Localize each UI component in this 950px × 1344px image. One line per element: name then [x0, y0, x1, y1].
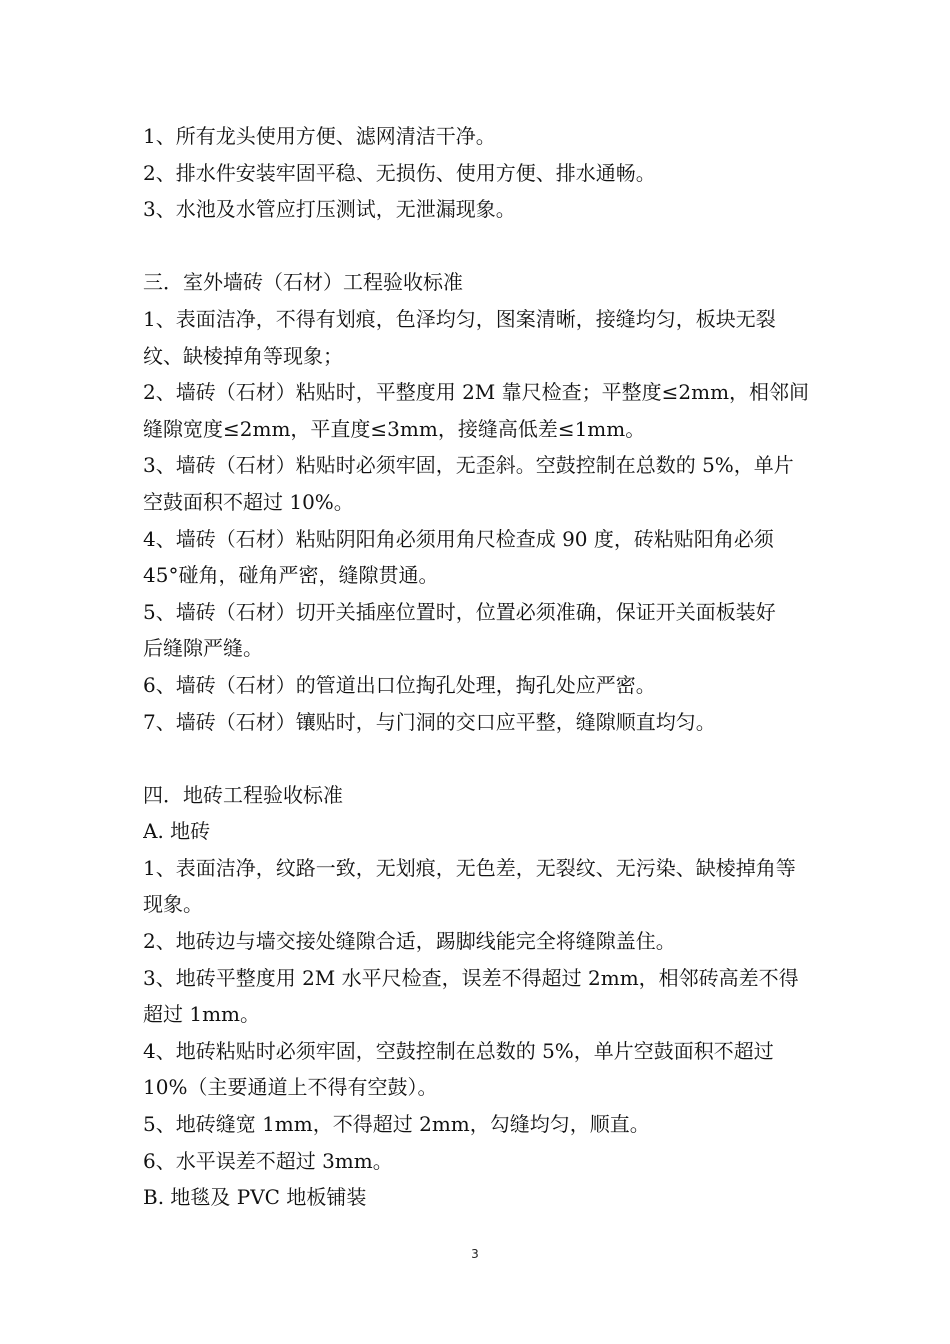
paragraph-line: 2、地砖边与墙交接处缝隙合适，踢脚线能完全将缝隙盖住。 [143, 929, 676, 954]
list-item: 3、水池及水管应打压测试，无泄漏现象。 [143, 197, 516, 222]
subsection-heading: A. 地砖 [143, 819, 211, 844]
list-item: 1、所有龙头使用方便、滤网清洁干净。 [143, 124, 496, 148]
paragraph-line: 5、墙砖（石材）切开关插座位置时，位置必须准确，保证开关面板装好 [143, 599, 776, 624]
paragraph-line: 4、墙砖（石材）粘贴阴阳角必须用角尺检查成 90 度，砖粘贴阳角必须 [143, 526, 774, 551]
paragraph-line: 6、水平误差不超过 3mm。 [143, 1148, 393, 1173]
paragraph-line: 1、表面洁净，纹路一致，无划痕，无色差，无裂纹、无污染、缺棱掉角等 [143, 855, 796, 880]
paragraph-line: 2、墙砖（石材）粘贴时，平整度用 2M 靠尺检查；平整度≤2mm，相邻间 [143, 380, 810, 405]
document-body [143, 118, 823, 1216]
paragraph-line: 5、地砖缝宽 1mm，不得超过 2mm，勾缝均匀，顺直。 [143, 1112, 650, 1137]
paragraph-line: 1、表面洁净，不得有划痕，色泽均匀，图案清晰，接缝均匀，板块无裂 [143, 306, 776, 331]
blank-line [143, 228, 823, 265]
paragraph-line: 7、墙砖（石材）镶贴时，与门洞的交口应平整，缝隙顺直均匀。 [143, 709, 716, 734]
blank-line [143, 740, 823, 777]
section-heading: 四．地砖工程验收标准 [143, 782, 343, 807]
paragraph-line: 10%（主要通道上不得有空鼓）。 [143, 1075, 438, 1100]
paragraph-line: 45°碰角，碰角严密，缝隙贯通。 [143, 563, 439, 588]
paragraph-line: 超过 1mm。 [143, 1002, 261, 1027]
paragraph-line: 4、地砖粘贴时必须牢固，空鼓控制在总数的 5%，单片空鼓面积不超过 [143, 1038, 774, 1063]
paragraph-line: 3、地砖平整度用 2M 水平尺检查，误差不得超过 2mm，相邻砖高差不得 [143, 965, 799, 990]
paragraph-line: 后缝隙严缝。 [143, 636, 263, 661]
page-number: 3 [471, 1247, 479, 1261]
subsection-heading: B. 地毯及 PVC 地板铺装 [143, 1185, 367, 1210]
paragraph-line: 3、墙砖（石材）粘贴时必须牢固，无歪斜。空鼓控制在总数的 5%，单片 [143, 453, 794, 478]
paragraph-line: 现象。 [143, 892, 203, 917]
list-item: 2、排水件安装牢固平稳、无损伤、使用方便、排水通畅。 [143, 160, 656, 185]
paragraph-line: 空鼓面积不超过 10%。 [143, 489, 354, 514]
paragraph-line: 纹、缺棱掉角等现象； [143, 343, 343, 368]
paragraph-line: 6、墙砖（石材）的管道出口位掏孔处理，掏孔处应严密。 [143, 672, 656, 697]
paragraph-line: 缝隙宽度≤2mm，平直度≤3mm，接缝高低差≤1mm。 [143, 416, 646, 441]
section-heading: 三．室外墙砖（石材）工程验收标准 [143, 270, 463, 295]
